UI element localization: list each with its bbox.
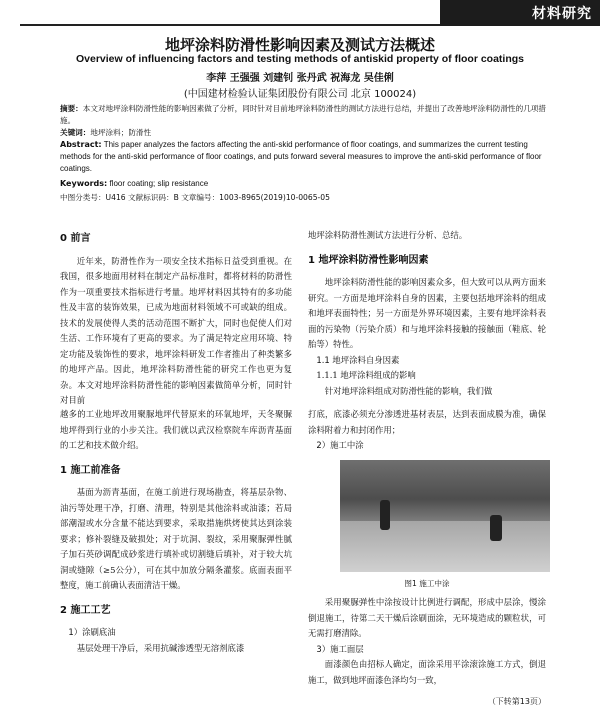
heading-composition: 1.1.1 地坪涂料组成的影响 [316,370,416,380]
affiliation: (中国建材检验认证集团股份有限公司 北京 100024) [183,89,417,100]
abstract-en-text: This paper analyzes the factors affecting the anti-skid performance of floor coatings, and summarizes the current testing methods for the anti-skid performance of floor coatings, and puts forward several measures to improve the anti-skid performance of floor coatings. [60,140,542,173]
step-topcoat: 3）施工面层 [316,643,364,654]
photo-worker [490,515,502,541]
keywords-cn-label: 关键词： [60,128,91,137]
heading-intro: 0 前言 [60,233,91,244]
keywords-en-label: Keywords: [60,179,108,188]
left-column-upper [60,222,292,409]
preparation-paragraph: 基面为沥青基面，在施工前进行现场勘查，将基层杂物、油污等处理干净，打磨、清理，特别是其他涂料或油漆；若局部潮湿或水分含量不能达到要求，采取措施烘烤使其达到涂装要求；修补裂缝及破损处；对于坑洞、裂纹，采用聚脲弹性腻子加石英砂调配成砂浆进行填补或切割缝后填补，对于较大坑洞或缝隙（≥5公分），可在其中加放分隔条灌浆。底面表面平整度，施工前确认表面清洁干燥。 [60,487,292,590]
article-title-en: Overview of influencing factors and testing methods of antiskid property of floor coatings [75,53,525,65]
photo-worker [380,500,390,530]
left-column-lower [60,407,292,656]
abstract-block [60,103,550,204]
authors: 李萍 王强强 刘建钊 张丹武 祝海龙 吴佳俐 [206,73,394,84]
abstract-cn-text: 本文对地坪涂料防滑性能的影响因素做了分析，同时针对目前地坪涂料防滑性的测试方法进行总结，并提出了改善地坪涂料防滑性的几项措施。 [60,104,546,125]
keywords-cn-text: 地坪涂料；防滑性 [90,128,152,137]
article-title-cn: 地坪涂料防滑性影响因素及测试方法概述 [164,36,435,54]
composition-paragraph: 针对地坪涂料组成对防滑性能的影响，我们做 [324,385,493,396]
keywords-en [60,178,550,190]
header-rule [20,24,440,26]
heading-process: 2 施工工艺 [60,604,111,616]
heading-factors: 1 地坪涂料防滑性影响因素 [308,254,429,266]
primer-continuation: 打底，底漆必须充分渗透进基材表层，达到表面成膜为准，确保涂料附着力和封闭作用； [308,409,546,435]
section-banner [440,0,600,26]
polyurea-intro: 越多的工业地坪改用聚脲地坪代替原来的环氧地坪，天冬聚脲地坪得到行业的小步关注。我们就以武汉检察院车库沥青基面的工艺和技术做介绍。 [60,409,292,450]
topcoat-paragraph: 面漆颜色由招标人确定，面涂采用平涂滚涂施工方式，倒退施工，做到地坪面漆色泽均匀一致， [308,659,546,685]
abstract-cn-label: 摘要： [60,104,83,113]
photo-caption: 图1 施工中涂 [404,578,450,588]
heading-self-factors: 1.1 地坪涂料自身因素 [316,354,400,365]
construction-photo [340,460,550,572]
intro-continuation: 地坪涂料防滑性测试方法进行分析、总结。 [308,230,468,240]
right-column-lower [308,407,546,710]
keywords-en-text: floor coating; slip resistance [109,179,209,188]
right-column-upper [308,228,546,399]
primer-paragraph: 基层处理干净后，采用抗碱渗透型无溶剂底漆 [76,642,245,653]
intro-paragraph: 近年来，防滑性作为一项安全技术指标日益受到重视。在我国，很多地面用材料在制定产品标准时，都将材料的防滑性作为一项重要技术指标进行考量。地坪材料因其特有的多功能性及丰富的装饰效果，已成为地面材料领域不可或缺的组成。技术的发展使得人类的活动范围不断扩大，同时也促使人们对生活、工作环境有了更高的要求。为了满足特定应用环境、特定功能及装饰性的要求，地坪涂料研发工作者推出了种类繁多的地坪产品。因此，地坪涂料防滑性能的研究工作也更为复杂。本文对地坪涂料防滑性能的影响因素做简单分析，同时针对目前 [60,255,292,405]
step-primer: 1）涂刷底油 [68,627,116,637]
abstract-cn [60,103,550,127]
step-midcoat: 2）施工中涂 [316,440,364,450]
factors-paragraph: 地坪涂料防滑性能的影响因素众多，但大致可以从两方面来研究。一方面是地坪涂料自身的因素，主要包括地坪涂料的组成和地坪表面特性；另一方面是外界环境因素，主要有地坪涂料表面的污染物（污染介质）和与地坪涂料接触的接触面（鞋底、轮胎等）特性。 [308,277,546,349]
heading-preparation: 1 施工前准备 [60,464,121,476]
abstract-en [60,139,550,175]
continued-note: （下转第13页） [487,697,546,706]
classification-codes: 中图分类号：U416 文献标识码：B 文章编号：1003-8965(2019)10-0065-05 [60,193,330,202]
keywords-cn [60,127,550,139]
abstract-en-label: Abstract: [60,140,102,149]
photo-floor [340,521,550,571]
section-label: 材料研究 [532,6,592,22]
midcoat-paragraph: 采用聚脲弹性中涂按设计比例进行调配，形成中层涂，慢涂倒退施工，待第二天干燥后涂刷面涂，无环境造成的颗粒状，可无需打磨清除。 [308,597,546,638]
